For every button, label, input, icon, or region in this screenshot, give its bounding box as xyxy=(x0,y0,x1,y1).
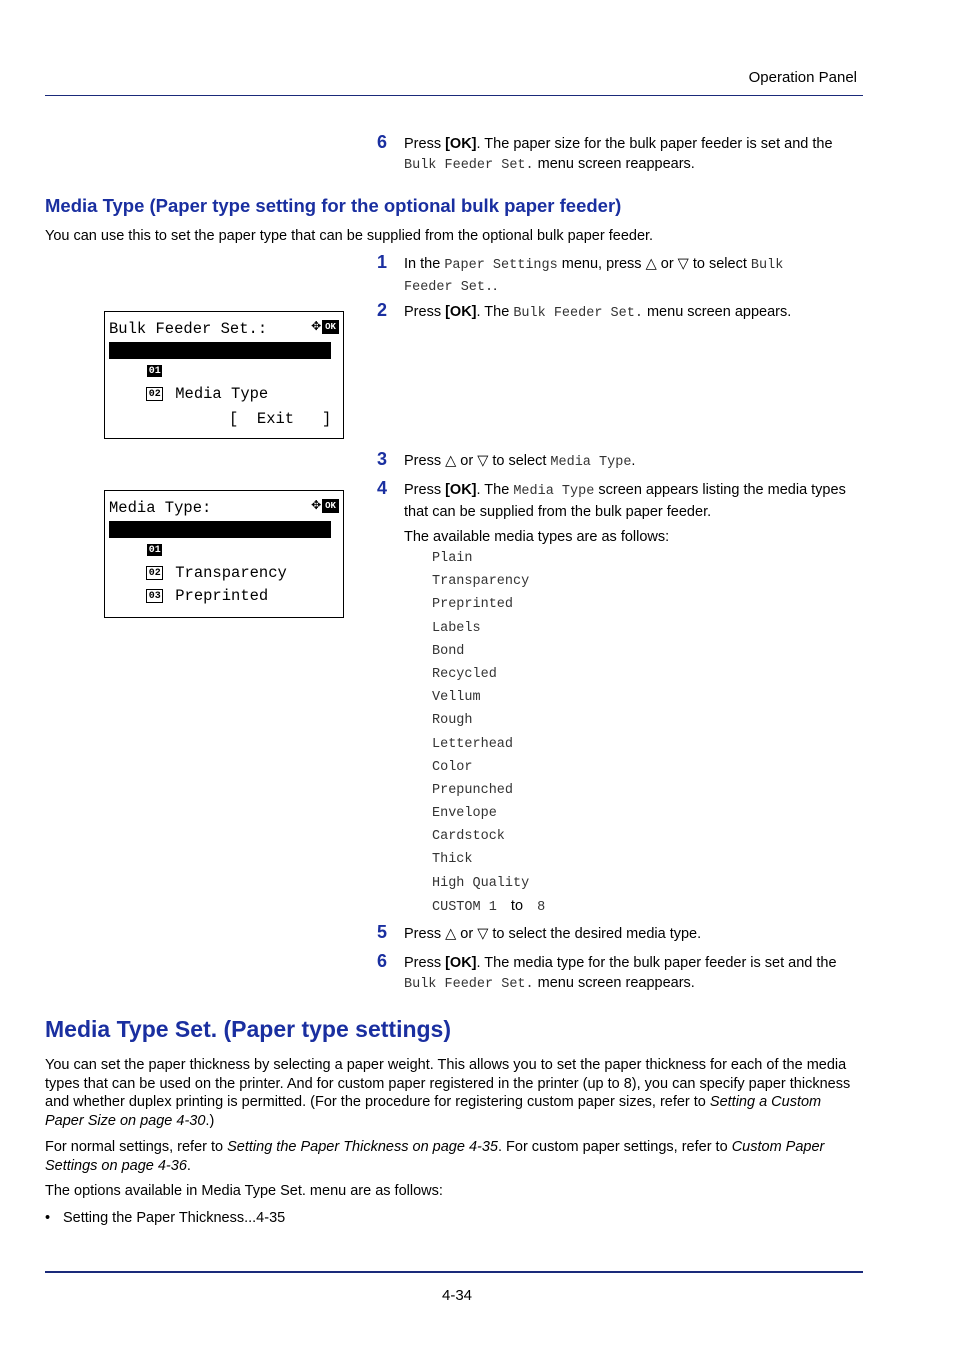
lcd-menu-item[interactable]: 01 *Plain xyxy=(109,520,223,540)
list-item: Color xyxy=(432,759,473,775)
list-item: Transparency xyxy=(432,574,530,590)
ok-icon: OK xyxy=(322,320,339,334)
lcd-title: Bulk Feeder Set.: xyxy=(109,320,268,338)
lcd-menu-item[interactable]: 02 Transparency xyxy=(109,543,287,563)
list-item: Cardstock xyxy=(432,829,505,845)
lcd-title: Media Type: xyxy=(109,499,212,517)
header-title: Operation Panel xyxy=(748,69,857,86)
list-item: Letterhead xyxy=(432,736,514,752)
list-item: Preprinted xyxy=(432,597,514,613)
list-item: Plain xyxy=(432,551,473,566)
step-text: Press [OK]. The Media Type screen appears listing the media types that can be supplied from the bulk paper feeder. The available media types are as follows: xyxy=(404,482,846,545)
dpad-icon: ✥ xyxy=(311,317,321,335)
bullet-item: • Setting the Paper Thickness...4-35 xyxy=(45,1210,286,1226)
ok-icon: OK xyxy=(322,499,339,513)
section-intro: You can use this to set the paper type that can be supplied from the optional bulk paper feeder. xyxy=(45,228,654,244)
dpad-icon: ✥ xyxy=(311,496,321,514)
lcd-screen-media-type xyxy=(104,490,344,618)
step-text: In the Paper Settings menu, press △ or ▽ to select Bulk Feeder Set.. xyxy=(404,256,784,295)
section-heading: Media Type Set. (Paper type settings) xyxy=(45,1016,452,1042)
step-text: Press △ or ▽ to select the desired media type. xyxy=(404,926,702,942)
step-number: 3 xyxy=(377,449,388,469)
step-number: 4 xyxy=(377,478,388,498)
list-item: Vellum xyxy=(432,690,481,706)
lcd-menu-item[interactable]: 01 Paper Size xyxy=(109,341,268,361)
media-type-list xyxy=(432,547,545,918)
lcd-menu-item[interactable]: 02 Media Type xyxy=(109,364,268,384)
step-text: Press [OK]. The paper size for the bulk paper feeder is set and the Bulk Feeder Set. menu screen reappears. xyxy=(404,136,833,173)
step-number: 5 xyxy=(377,922,388,942)
paragraph: You can set the paper thickness by selecting a paper weight. This allows you to set the paper thickness for each of the media types that can be used on the printer. And for custom paper registered in the printer (up to 8), you can specify paper thickness and whether duplex printing is permitted. (For the procedure for registering custom paper sizes, refer to Setting a Custom Paper Size on page 4-30.) xyxy=(45,1057,851,1129)
lcd-menu-item[interactable]: 03 Preprinted xyxy=(109,566,268,586)
step-text: Press [OK]. The media type for the bulk paper feeder is set and the Bulk Feeder Set. menu screen reappears. xyxy=(404,955,837,992)
step-number: 6 xyxy=(377,951,388,971)
exit-softkey[interactable]: [ Exit ] xyxy=(229,410,332,428)
step-number: 1 xyxy=(377,252,388,272)
step-number: 2 xyxy=(377,300,388,320)
step-text: Press [OK]. The Bulk Feeder Set. menu screen appears. xyxy=(404,304,792,321)
list-item: Thick xyxy=(432,852,473,868)
header-rule xyxy=(45,95,863,96)
list-item: Labels xyxy=(432,620,481,636)
step-number: 6 xyxy=(377,132,388,152)
list-item: High Quality xyxy=(432,875,530,891)
list-item: Bond xyxy=(432,643,465,659)
lcd-screen-bulk-feeder xyxy=(104,311,344,439)
page-number: 4-34 xyxy=(442,1287,473,1304)
paragraph: The options available in Media Type Set. menu are as follows: xyxy=(45,1183,443,1199)
section-heading: Media Type (Paper type setting for the optional bulk paper feeder) xyxy=(45,195,622,216)
list-item: Recycled xyxy=(432,666,497,682)
footer-rule xyxy=(45,1271,863,1273)
paragraph: For normal settings, refer to Setting the Paper Thickness on page 4-35. For custom paper settings, refer to Custom Paper Settings on page 4-36. xyxy=(45,1139,825,1174)
step-text: Press △ or ▽ to select Media Type. xyxy=(404,453,636,470)
list-item: Envelope xyxy=(432,806,497,822)
list-item: CUSTOM 1 to 8 xyxy=(432,897,546,915)
list-item: Rough xyxy=(432,713,473,729)
list-item: Prepunched xyxy=(432,782,514,798)
